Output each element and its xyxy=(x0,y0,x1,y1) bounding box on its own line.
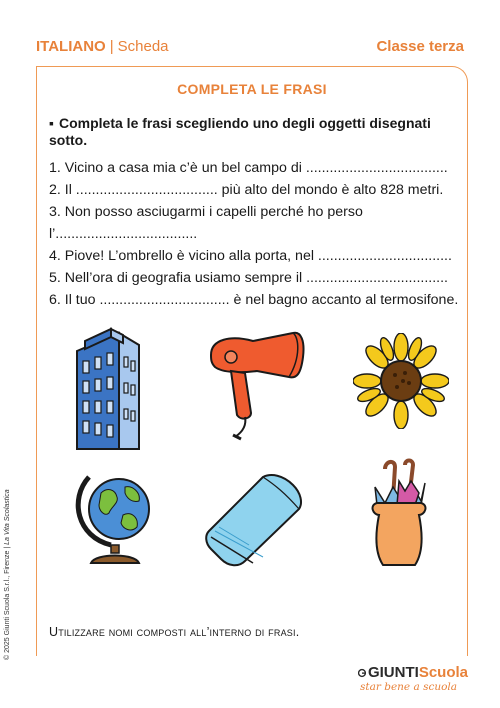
sentence-4: 4. Piove! L’ombrello è vicino alla porta, nel .................................. xyxy=(49,248,452,264)
sentence-3-continued: l’.................................... xyxy=(49,226,198,242)
subject-label: ITALIANO xyxy=(36,38,106,55)
footer-note: Utilizzare nomi composti all’interno di frasi. xyxy=(49,625,300,639)
logo-brand-accent: Scuola xyxy=(418,664,468,681)
kind-label: Scheda xyxy=(117,38,169,55)
sentence-3: 3. Non posso asciugarmi i capelli perché ho perso xyxy=(49,204,363,220)
giunti-logo xyxy=(358,664,468,693)
logo-wordmark xyxy=(358,664,468,681)
sentence-6: 6. Il tuo ................................. è nel bagno accanto al termosifone. xyxy=(49,292,459,308)
globe-icon xyxy=(71,463,161,567)
sunflower-icon xyxy=(353,333,449,429)
logo-tagline: star bene a scuola xyxy=(360,681,458,693)
logo-brand: GIUNTI xyxy=(367,664,419,681)
worksheet-card xyxy=(36,66,468,656)
instruction-text: Completa le frasi scegliendo uno degli oggetti disegnati sotto. xyxy=(49,115,431,148)
sentence-list xyxy=(49,157,463,311)
header-separator: | xyxy=(109,38,114,55)
sentence-1: 1. Vicino a casa mia c’è un bel campo di .................................... xyxy=(49,160,448,176)
instruction xyxy=(49,115,459,149)
sentence-5: 5. Nell’ora di geografia usiamo sempre il .................................... xyxy=(49,270,448,286)
towel-icon xyxy=(199,471,309,569)
worksheet-title: COMPLETA LE FRASI xyxy=(177,81,327,97)
copyright-notice xyxy=(4,489,11,660)
header-subject xyxy=(36,38,169,55)
grade-label: Classe terza xyxy=(376,38,464,55)
magazine-name: La Vita Scolastica xyxy=(4,489,11,545)
skyscraper-icon xyxy=(67,323,149,455)
page-header xyxy=(36,38,464,58)
hairdryer-icon xyxy=(201,327,309,447)
umbrella-stand-icon xyxy=(363,457,435,571)
sentence-2: 2. Il .................................... più alto del mondo è alto 828 metri. xyxy=(49,182,444,198)
copyright-text: © 2025 Giunti Scuola S.r.l., Firenze | xyxy=(4,546,11,660)
instruction-bullet: ▪ xyxy=(49,115,54,131)
g-logo-icon xyxy=(358,666,366,680)
